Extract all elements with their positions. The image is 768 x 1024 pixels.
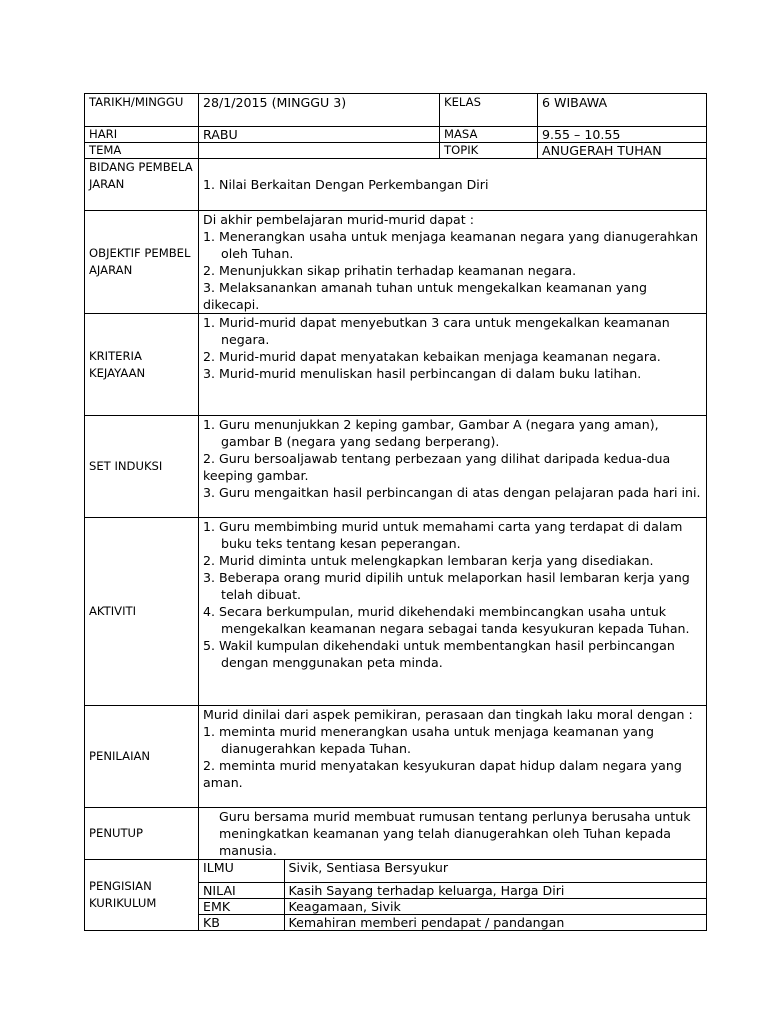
pengisian-value: Keagamaan, Sivik	[284, 898, 706, 914]
tema-label: TEMA	[85, 143, 199, 159]
objektif-item: 2. Menunjukkan sikap prihatin terhadap keamanan negara.	[203, 263, 577, 278]
row-hari	[85, 127, 707, 143]
set-induksi-content	[199, 416, 707, 518]
aktiviti-content	[199, 518, 707, 706]
bidang-label: BIDANG PEMBELAJARAN	[85, 159, 199, 211]
kriteria-item: 2. Murid-murid dapat menyatakan kebaikan menjaga keamanan negara.	[203, 349, 661, 364]
tarikh-value: 28/1/2015 (MINGGU 3)	[199, 94, 440, 127]
penilaian-item: 1. meminta murid menerangkan usaha untuk menjaga keamanan yang dianugerahkan kepada Tuhan.	[203, 724, 654, 756]
objektif-item: 3. Melaksanankan amanah tuhan untuk mengekalkan keamanan yang dikecapi.	[203, 280, 647, 312]
kriteria-label: KRITERIA KEJAYAAN	[85, 314, 199, 416]
aktiviti-item: 2. Murid diminta untuk melengkapkan lembaran kerja yang disediakan.	[203, 553, 654, 568]
set-induksi-label: SET INDUKSI	[85, 416, 199, 518]
pengisian-key: EMK	[199, 898, 284, 914]
penilaian-intro: Murid dinilai dari aspek pemikiran, perasaan dan tingkah laku moral dengan :	[203, 707, 693, 722]
kelas-value: 6 WIBAWA	[538, 94, 707, 127]
hari-value: RABU	[199, 127, 440, 143]
set-induksi-item: 3. Guru mengaitkan hasil perbincangan di atas dengan pelajaran pada hari ini.	[203, 485, 701, 500]
objektif-intro: Di akhir pembelajaran murid-murid dapat :	[203, 212, 474, 227]
pengisian-label: PENGISIAN KURIKULUM	[85, 860, 199, 931]
row-tarikh	[85, 94, 707, 127]
pengisian-value: Sivik, Sentiasa Bersyukur	[284, 860, 706, 882]
pengisian-row	[199, 882, 706, 898]
pengisian-row	[199, 898, 706, 914]
penutup-text: Guru bersama murid membuat rumusan tentang perlunya berusaha untuk meningkatkan keamanan yang telah dianugerahkan oleh Tuhan kepada manusia.	[219, 809, 691, 858]
objektif-item: 1. Menerangkan usaha untuk menjaga keamanan negara yang dianugerahkan oleh Tuhan.	[203, 229, 699, 261]
row-kriteria	[85, 314, 707, 416]
row-tema	[85, 143, 707, 159]
pengisian-row	[199, 860, 706, 882]
pengisian-key: KB	[199, 914, 284, 930]
pengisian-row	[199, 914, 706, 930]
tema-value	[199, 143, 440, 159]
topik-value: ANUGERAH TUHAN	[538, 143, 707, 159]
row-pengisian	[85, 860, 707, 931]
masa-label: MASA	[440, 127, 538, 143]
row-aktiviti	[85, 518, 707, 706]
kelas-label: KELAS	[440, 94, 538, 127]
row-objektif	[85, 211, 707, 314]
masa-value: 9.55 – 10.55	[538, 127, 707, 143]
lesson-plan-table	[84, 93, 707, 931]
aktiviti-item: 5. Wakil kumpulan dikehendaki untuk membentangkan hasil perbincangan dengan menggunakan peta minda.	[203, 638, 675, 670]
objektif-content	[199, 211, 707, 314]
penilaian-item: 2. meminta murid menyatakan kesyukuran dapat hidup dalam negara yang aman.	[203, 758, 682, 790]
aktiviti-label: AKTIVITI	[85, 518, 199, 706]
kriteria-content	[199, 314, 707, 416]
set-induksi-item: 1. Guru menunjukkan 2 keping gambar, Gambar A (negara yang aman), gambar B (negara yang sedang berperang).	[203, 417, 659, 449]
hari-label: HARI	[85, 127, 199, 143]
bidang-value: 1. Nilai Berkaitan Dengan Perkembangan Diri	[199, 159, 707, 211]
kriteria-item: 3. Murid-murid menuliskan hasil perbincangan di dalam buku latihan.	[203, 366, 642, 381]
row-set-induksi	[85, 416, 707, 518]
aktiviti-item: 4. Secara berkumpulan, murid dikehendaki membincangkan usaha untuk mengekalkan keamanan negara sebagai tanda kesyukuran kepada Tuhan.	[203, 604, 690, 636]
pengisian-value: Kemahiran memberi pendapat / pandangan	[284, 914, 706, 930]
penutup-label: PENUTUP	[85, 808, 199, 860]
aktiviti-item: 3. Beberapa orang murid dipilih untuk melaporkan hasil lembaran kerja yang telah dibuat.	[203, 570, 690, 602]
row-penilaian	[85, 706, 707, 808]
penutup-content	[199, 808, 707, 860]
set-induksi-item: 2. Guru bersoaljawab tentang perbezaan yang dilihat daripada kedua-dua keeping gambar.	[203, 451, 671, 483]
pengisian-key: NILAI	[199, 882, 284, 898]
kriteria-item: 1. Murid-murid dapat menyebutkan 3 cara untuk mengekalkan keamanan negara.	[203, 315, 670, 347]
aktiviti-item: 1. Guru membimbing murid untuk memahami carta yang terdapat di dalam buku teks tentang kesan peperangan.	[203, 519, 683, 551]
row-penutup	[85, 808, 707, 860]
pengisian-value: Kasih Sayang terhadap keluarga, Harga Diri	[284, 882, 706, 898]
pengisian-subtable	[199, 860, 706, 930]
pengisian-key: ILMU	[199, 860, 284, 882]
objektif-label: OBJEKTIF PEMBELAJARAN	[85, 211, 199, 314]
row-bidang	[85, 159, 707, 211]
tarikh-label: TARIKH/MINGGU	[85, 94, 199, 127]
pengisian-content	[199, 860, 707, 931]
penilaian-label: PENILAIAN	[85, 706, 199, 808]
penilaian-content	[199, 706, 707, 808]
topik-label: TOPIK	[440, 143, 538, 159]
